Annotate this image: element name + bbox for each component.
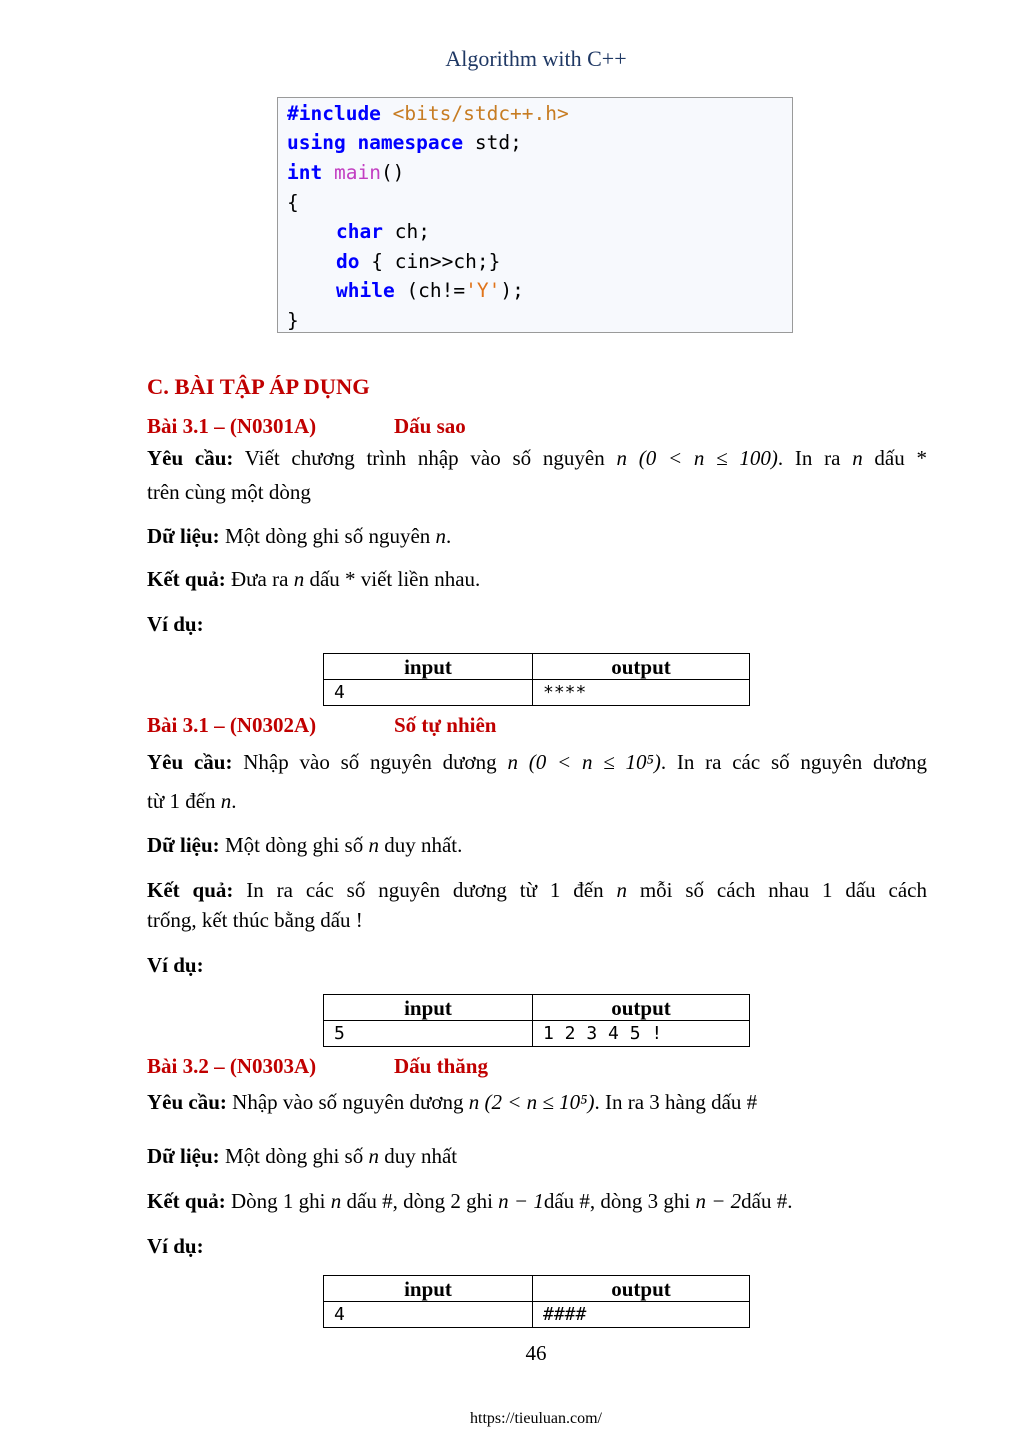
exercise-3-requirement: Yêu cầu: Nhập vào số nguyên dương n (2 < n ≤ 10⁵). In ra 3 hàng dấu #	[147, 1090, 758, 1114]
table-header-output: output	[533, 995, 750, 1021]
code-block	[277, 97, 793, 333]
sample-input: 4	[324, 1302, 533, 1328]
section-title: C. BÀI TẬP ÁP DỤNG	[147, 374, 370, 399]
code-line-2: using namespace std;	[287, 131, 522, 154]
code-line-7: while (ch!='Y');	[336, 279, 524, 302]
exercise-2-requirement: Yêu cầu: Nhập vào số nguyên dương n (0 < n ≤ 10⁵). In ra các số nguyên dương	[147, 750, 928, 774]
sample-input: 4	[324, 680, 533, 706]
exercise-3-sample-table	[323, 1275, 750, 1328]
exercise-2-sample-table	[323, 994, 750, 1047]
exercise-3-title: Bài 3.2 – (N0303A) Dấu thăng	[147, 1054, 488, 1078]
exercise-1-sample-table	[323, 653, 750, 706]
sample-output: 1 2 3 4 5 !	[533, 1021, 750, 1047]
exercise-3-example-label: Ví dụ:	[147, 1234, 204, 1258]
exercise-1-example-label: Ví dụ:	[147, 612, 204, 636]
code-line-6: do { cin>>ch;}	[336, 250, 501, 273]
exercise-3-result: Kết quả: Dòng 1 ghi n dấu #, dòng 2 ghi n − 1dấu #, dòng 3 ghi n − 2dấu #.	[147, 1189, 793, 1213]
page-number: 46	[525, 1341, 547, 1365]
sample-output: ****	[533, 680, 750, 706]
code-line-5: char ch;	[336, 220, 430, 243]
exercise-2-result-cont: trống, kết thúc bằng dấu !	[147, 908, 363, 932]
table-header-input: input	[324, 1276, 533, 1302]
footer-url: https://tieuluan.com/	[470, 1410, 602, 1427]
exercise-2-input: Dữ liệu: Một dòng ghi số n duy nhất.	[147, 833, 463, 857]
table-header-input: input	[324, 654, 533, 680]
exercise-1-title: Bài 3.1 – (N0301A) Dấu sao	[147, 414, 466, 438]
sample-output: ####	[533, 1302, 750, 1328]
sample-input: 5	[324, 1021, 533, 1047]
code-line-3: int main()	[287, 161, 405, 184]
exercise-2-result: Kết quả: In ra các số nguyên dương từ 1 đến n mỗi số cách nhau 1 dấu cách	[147, 878, 927, 902]
code-line-8: }	[287, 309, 299, 332]
table-header-output: output	[533, 1276, 750, 1302]
exercise-1-requirement-cont: trên cùng một dòng	[147, 480, 311, 504]
exercise-1-result: Kết quả: Đưa ra n dấu * viết liền nhau.	[147, 567, 481, 591]
exercise-2-title: Bài 3.1 – (N0302A) Số tự nhiên	[147, 713, 497, 737]
table-header-output: output	[533, 654, 750, 680]
code-line-1: #include <bits/stdc++.h>	[287, 102, 569, 125]
exercise-1-requirement: Yêu cầu: Viết chương trình nhập vào số nguyên n (0 < n ≤ 100). In ra n dấu *	[147, 446, 927, 470]
exercise-2-example-label: Ví dụ:	[147, 953, 204, 977]
exercise-2-requirement-cont: từ 1 đến n.	[147, 789, 237, 813]
exercise-1-input: Dữ liệu: Một dòng ghi số nguyên n.	[147, 524, 452, 548]
code-line-4: {	[287, 191, 299, 214]
exercise-3-input: Dữ liệu: Một dòng ghi số n duy nhất	[147, 1144, 458, 1168]
running-header: Algorithm with C++	[445, 46, 627, 71]
table-header-input: input	[324, 995, 533, 1021]
